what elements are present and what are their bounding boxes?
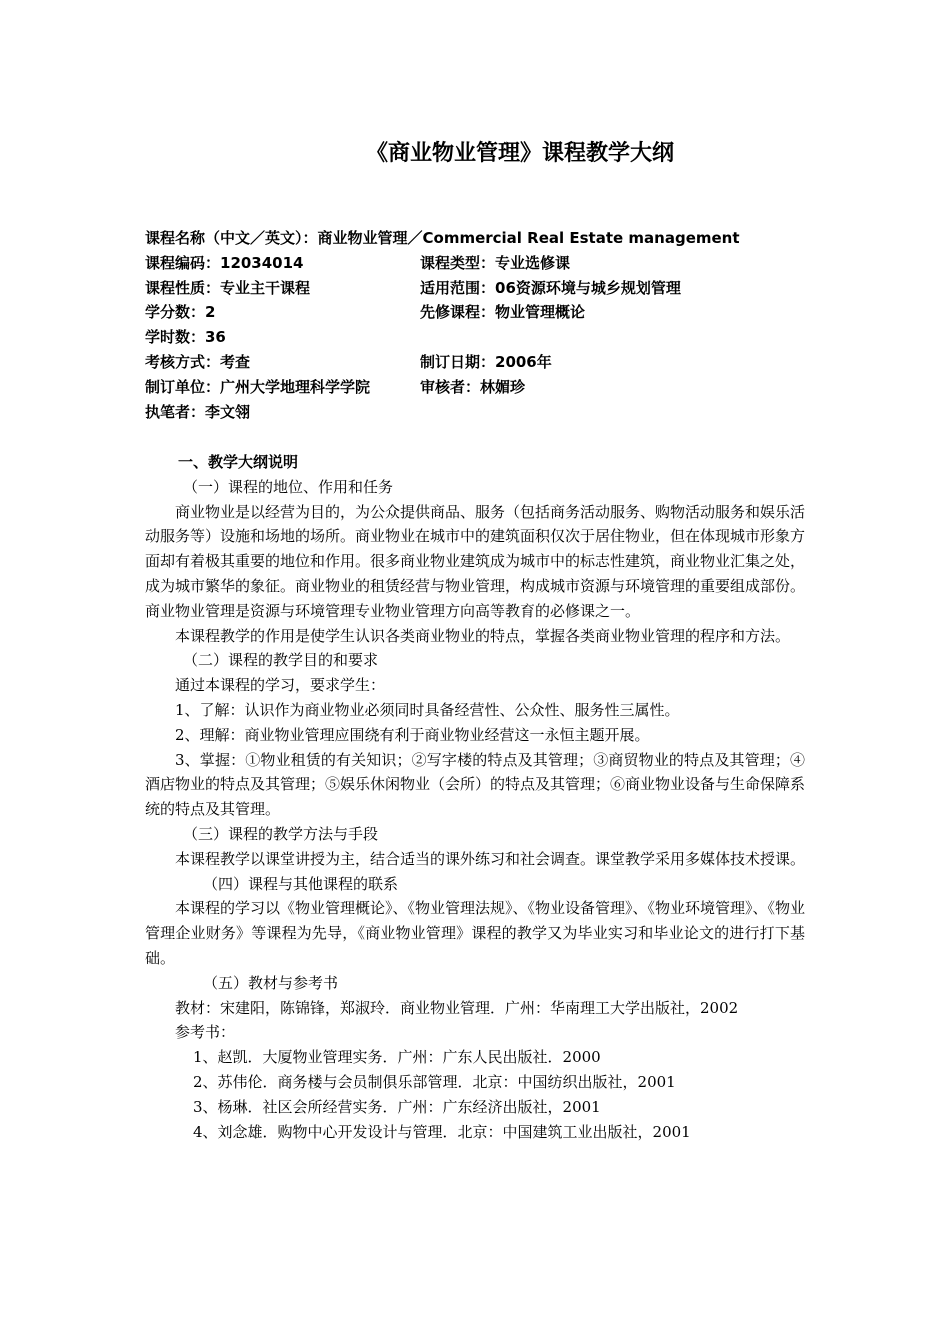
requirement-intro: 通过本课程的学习，要求学生： bbox=[175, 676, 386, 695]
references-label: 参考书： bbox=[175, 1023, 236, 1042]
reference-item: 2、苏伟伦．商务楼与会员制俱乐部管理．北京：中国纺织出版社，2001 bbox=[193, 1072, 676, 1091]
course-name: 课程名称（中文／英文）：商业物业管理／Commercial Real Estate management bbox=[145, 229, 740, 247]
course-assessment: 考核方式：考查 bbox=[145, 352, 251, 371]
paragraph: 本课程的学习以《物业管理概论》、《物业管理法规》、《物业设备管理》、《物业环境管理》、《物业管理企业财务》等课程为先导，《商业物业管理》课程的教学又为毕业实习和毕业论文的进行打下基础。 bbox=[145, 899, 806, 967]
reference-item: 4、刘念雄．购物中心开发设计与管理．北京：中国建筑工业出版社，2001 bbox=[193, 1122, 691, 1141]
paragraph: 商业物业是以经营为目的，为公众提供商品、服务（包括商务活动服务、购物活动服务和娱乐活动服务等）设施和场地的场所。商业物业在城市中的建筑面积仅次于居住物业，但在体现城市形象方面却有着极其重要的地位和作用。很多商业物业建筑成为城市中的标志性建筑，商业物业汇集之处，成为城市繁华的象征。商业物业的租赁经营与物业管理，构成城市资源与环境管理的重要组成部份。商业物业管理是资源与环境管理专业物业管理方向高等教育的必修课之一。 bbox=[145, 502, 806, 620]
requirement-item: 1、了解：认识作为商业物业必须同时具备经营性、公众性、服务性三属性。 bbox=[175, 700, 680, 719]
course-reviewer: 审核者：林媚珍 bbox=[420, 377, 526, 396]
section-heading: 一、教学大纲说明 bbox=[178, 453, 299, 471]
course-hours: 学时数：36 bbox=[145, 328, 226, 347]
course-nature: 课程性质：专业主干课程 bbox=[145, 278, 311, 297]
subsection-heading: （四）课程与其他课程的联系 bbox=[203, 874, 399, 893]
subsection-heading: （一）课程的地位、作用和任务 bbox=[183, 477, 394, 496]
paragraph: 本课程教学的作用是使学生认识各类商业物业的特点，掌握各类商业物业管理的程序和方法。 bbox=[175, 626, 791, 645]
subsection-heading: （二）课程的教学目的和要求 bbox=[183, 651, 379, 670]
course-type: 课程类型：专业选修课 bbox=[420, 253, 571, 272]
paragraph: 本课程教学以课堂讲授为主，结合适当的课外练习和社会调查。课堂教学采用多媒体技术授课。 bbox=[175, 849, 806, 868]
reference-item: 3、杨琳．社区会所经营实务．广州：广东经济出版社，2001 bbox=[193, 1097, 601, 1116]
requirement-item: 3、掌握：①物业租赁的有关知识；②写字楼的特点及其管理；③商贸物业的特点及其管理；④酒店物业的特点及其管理；⑤娱乐休闲物业（会所）的特点及其管理；⑥商业物业设备与生命保障系统的特点及其管理。 bbox=[145, 750, 806, 819]
subsection-heading: （五）教材与参考书 bbox=[203, 973, 339, 992]
requirement-item: 2、理解：商业物业管理应围绕有利于商业物业经营这一永恒主题开展。 bbox=[175, 725, 650, 744]
course-code: 课程编码：12034014 bbox=[145, 253, 304, 272]
course-credits: 学分数：2 bbox=[145, 303, 216, 322]
course-author: 执笔者：李文翎 bbox=[145, 402, 251, 421]
course-prerequisite: 先修课程：物业管理概论 bbox=[420, 303, 586, 322]
reference-item: 1、赵凯．大厦物业管理实务．广州：广东人民出版社．2000 bbox=[193, 1048, 601, 1067]
subsection-heading: （三）课程的教学方法与手段 bbox=[183, 824, 379, 843]
textbook: 教材：宋建阳，陈锦锋，郑淑玲．商业物业管理．广州：华南理工大学出版社，2002 bbox=[175, 998, 739, 1017]
course-unit: 制订单位：广州大学地理科学学院 bbox=[145, 377, 371, 396]
course-info bbox=[145, 226, 825, 424]
course-date: 制订日期：2006年 bbox=[420, 352, 552, 371]
course-scope: 适用范围：06资源环境与城乡规划管理 bbox=[420, 278, 681, 297]
syllabus-body bbox=[145, 450, 805, 1144]
document-title: 《商业物业管理》课程教学大纲 bbox=[365, 141, 674, 166]
